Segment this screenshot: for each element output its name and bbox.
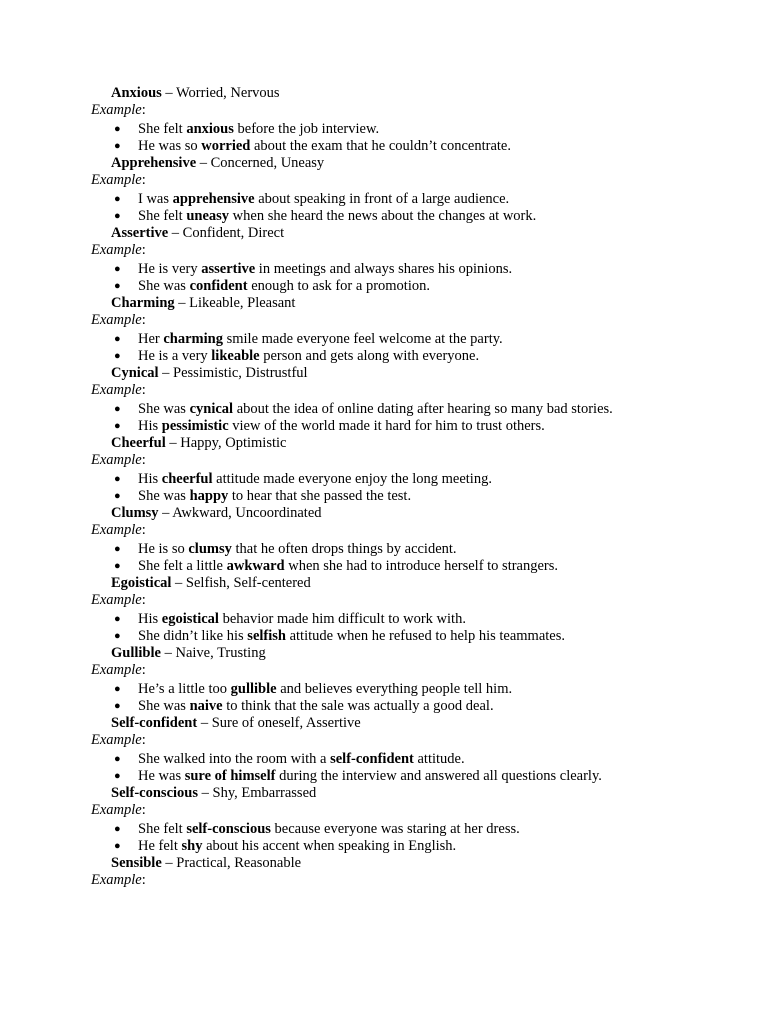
example-label [0,312,768,329]
entry-dash: – [171,575,186,591]
sentence-text: about the exam that he couldn’t concentrate. [250,138,511,154]
example-label [0,382,768,399]
entry-synonyms: Confident, Direct [182,225,285,241]
example-sentence [0,628,768,645]
example-sentence [0,821,768,838]
example-sentence [0,348,768,365]
example-label-text: Example [91,312,142,328]
sentence-text: about speaking in front of a large audience. [254,191,510,207]
example-list [0,819,768,855]
sentence-keyword: pessimistic [161,418,229,434]
entry-word: Cheerful [111,435,166,451]
entry-heading [0,785,768,802]
entry-synonyms: Concerned, Uneasy [210,155,325,171]
vocab-entry [0,295,768,365]
example-label-text: Example [91,382,142,398]
sentence-text: attitude. [413,751,465,767]
example-list [0,749,768,785]
sentence-keyword: gullible [230,681,277,697]
example-colon: : [141,662,146,678]
sentence-text: because everyone was staring at her dress. [270,821,520,837]
bullet-icon: ● [114,140,121,152]
entry-synonyms: Likeable, Pleasant [189,295,296,311]
bullet-icon: ● [114,630,121,642]
example-colon: : [141,732,146,748]
entry-synonyms: Selfish, Self-centered [185,575,311,591]
sentence-text: She was [138,488,190,504]
example-label-text: Example [91,732,142,748]
bullet-icon: ● [114,210,121,222]
entry-dash: – [161,85,177,101]
entry-heading [0,365,768,382]
example-sentence [0,558,768,575]
example-colon: : [141,382,146,398]
entry-synonyms: Shy, Embarrassed [212,785,317,801]
sentence-text: He was [138,768,185,784]
sentence-keyword: sure of himself [184,768,276,784]
example-label [0,592,768,609]
bullet-icon: ● [114,840,121,852]
sentence-text: when she heard the news about the changes at work. [229,208,537,224]
sentence-text: person and gets along with everyone. [259,348,480,364]
entry-heading [0,715,768,732]
bullet-icon: ● [114,473,121,485]
example-label-text: Example [91,662,142,678]
sentence-text: He’s a little too [138,681,231,697]
sentence-text: to hear that she passed the test. [228,488,412,504]
example-sentence [0,698,768,715]
entry-heading [0,645,768,662]
sentence-text: He felt [138,838,182,854]
example-sentence [0,418,768,435]
sentence-text: before the job interview. [233,121,380,137]
entry-heading [0,505,768,522]
example-sentence [0,191,768,208]
entry-synonyms: Practical, Reasonable [176,855,302,871]
bullet-icon: ● [114,123,121,135]
example-label [0,242,768,259]
sentence-text: that he often drops things by accident. [231,541,457,557]
example-list [0,259,768,295]
entry-dash: – [158,365,174,381]
example-colon: : [141,802,146,818]
sentence-text: She felt [138,821,187,837]
example-label-text: Example [91,172,142,188]
sentence-text: during the interview and answered all questions clearly. [275,768,602,784]
example-label [0,102,768,119]
example-label-text: Example [91,452,142,468]
entry-word: Egoistical [111,575,172,591]
sentence-keyword: shy [181,838,203,854]
entry-word: Sensible [111,855,162,871]
entry-dash: – [158,505,173,521]
sentence-text: smile made everyone feel welcome at the party. [222,331,503,347]
example-label [0,802,768,819]
example-list [0,539,768,575]
example-list [0,329,768,365]
entry-heading [0,575,768,592]
entry-dash: – [197,715,212,731]
bullet-icon: ● [114,263,121,275]
sentence-keyword: selfish [247,628,286,644]
sentence-text: His [138,471,162,487]
sentence-keyword: likeable [211,348,260,364]
bullet-icon: ● [114,543,121,555]
entry-heading [0,155,768,172]
bullet-icon: ● [114,560,121,572]
bullet-icon: ● [114,490,121,502]
sentence-keyword: self-conscious [186,821,271,837]
vocab-entry [0,785,768,855]
example-sentence [0,768,768,785]
sentence-text: Her [138,331,164,347]
entry-word: Clumsy [111,505,159,521]
example-list [0,609,768,645]
example-sentence [0,541,768,558]
entry-dash: – [168,225,183,241]
example-label-text: Example [91,592,142,608]
entry-word: Assertive [111,225,169,241]
entry-dash: – [160,645,176,661]
example-label [0,732,768,749]
sentence-text: I was [138,191,173,207]
sentence-text: attitude when he refused to help his teammates. [285,628,566,644]
vocab-entry [0,715,768,785]
sentence-text: to think that the sale was actually a good deal. [222,698,494,714]
sentence-text: attitude made everyone enjoy the long meeting. [212,471,492,487]
sentence-text: behavior made him difficult to work with. [218,611,466,627]
vocab-entry [0,855,768,889]
example-colon: : [141,522,146,538]
vocabulary-document [0,85,768,889]
sentence-text: He was so [138,138,202,154]
example-label-text: Example [91,802,142,818]
bullet-icon: ● [114,700,121,712]
sentence-text: when she had to introduce herself to strangers. [284,558,559,574]
entry-word: Self-conscious [111,785,198,801]
example-list [0,119,768,155]
sentence-text: She felt [138,208,187,224]
example-list [0,469,768,505]
entry-dash: – [196,155,211,171]
sentence-keyword: awkward [226,558,285,574]
example-sentence [0,331,768,348]
sentence-text: and believes everything people tell him. [276,681,513,697]
example-colon: : [141,172,146,188]
example-list [0,399,768,435]
example-colon: : [141,312,146,328]
example-sentence [0,261,768,278]
entry-synonyms: Awkward, Uncoordinated [172,505,322,521]
sentence-keyword: happy [189,488,229,504]
sentence-keyword: cheerful [161,471,213,487]
example-sentence [0,401,768,418]
entry-heading [0,225,768,242]
example-sentence [0,208,768,225]
sentence-keyword: charming [163,331,223,347]
sentence-text: She was [138,401,190,417]
entry-synonyms: Sure of oneself, Assertive [211,715,361,731]
sentence-keyword: confident [189,278,248,294]
example-label [0,452,768,469]
sentence-text: He is so [138,541,189,557]
sentence-keyword: egoistical [161,611,219,627]
vocab-entry [0,155,768,225]
sentence-keyword: cynical [189,401,234,417]
vocab-entry [0,575,768,645]
example-list [0,679,768,715]
example-sentence [0,751,768,768]
example-label [0,172,768,189]
sentence-text: She felt [138,121,187,137]
entry-dash: – [161,855,177,871]
sentence-keyword: worried [201,138,251,154]
example-label-text: Example [91,522,142,538]
entry-word: Cynical [111,365,159,381]
bullet-icon: ● [114,613,121,625]
bullet-icon: ● [114,193,121,205]
sentence-text: about his accent when speaking in English. [202,838,457,854]
sentence-text: She felt a little [138,558,227,574]
bullet-icon: ● [114,753,121,765]
example-label-text: Example [91,872,142,888]
example-colon: : [141,102,146,118]
entry-heading [0,435,768,452]
sentence-text: in meetings and always shares his opinions. [255,261,513,277]
entry-word: Gullible [111,645,161,661]
example-sentence [0,488,768,505]
example-label [0,522,768,539]
entry-synonyms: Pessimistic, Distrustful [173,365,308,381]
example-sentence [0,138,768,155]
sentence-keyword: uneasy [186,208,230,224]
sentence-keyword: apprehensive [172,191,255,207]
bullet-icon: ● [114,770,121,782]
bullet-icon: ● [114,280,121,292]
bullet-icon: ● [114,350,121,362]
entry-word: Apprehensive [111,155,197,171]
entry-synonyms: Happy, Optimistic [180,435,287,451]
vocab-entry [0,505,768,575]
entry-dash: – [165,435,181,451]
example-label [0,872,768,889]
entry-word: Self-confident [111,715,198,731]
sentence-keyword: self-confident [330,751,414,767]
sentence-text: about the idea of online dating after hearing so many bad stories. [233,401,613,417]
example-sentence [0,611,768,628]
example-label-text: Example [91,242,142,258]
example-sentence [0,838,768,855]
vocab-entry [0,645,768,715]
example-sentence [0,681,768,698]
vocab-entry [0,365,768,435]
sentence-text: She was [138,698,190,714]
sentence-text: He is a very [138,348,212,364]
example-label [0,662,768,679]
sentence-text: She didn’t like his [138,628,248,644]
bullet-icon: ● [114,823,121,835]
entry-word: Anxious [111,85,162,101]
sentence-keyword: anxious [186,121,234,137]
bullet-icon: ● [114,683,121,695]
example-list [0,189,768,225]
entry-synonyms: Naive, Trusting [175,645,266,661]
sentence-text: enough to ask for a promotion. [247,278,430,294]
sentence-text: His [138,611,162,627]
example-colon: : [141,242,146,258]
example-colon: : [141,872,146,888]
example-sentence [0,471,768,488]
sentence-keyword: naive [189,698,223,714]
sentence-text: He is very [138,261,202,277]
example-colon: : [141,452,146,468]
sentence-text: She was [138,278,190,294]
vocab-entry [0,85,768,155]
sentence-text: view of the world made it hard for him to trust others. [228,418,545,434]
example-sentence [0,278,768,295]
vocab-entry [0,435,768,505]
sentence-keyword: assertive [201,261,256,277]
entry-dash: – [174,295,190,311]
example-colon: : [141,592,146,608]
bullet-icon: ● [114,403,121,415]
vocab-entry [0,225,768,295]
entry-synonyms: Worried, Nervous [176,85,280,101]
sentence-text: His [138,418,162,434]
sentence-keyword: clumsy [188,541,232,557]
sentence-text: She walked into the room with a [138,751,331,767]
entry-heading [0,85,768,102]
bullet-icon: ● [114,333,121,345]
bullet-icon: ● [114,420,121,432]
entry-heading [0,295,768,312]
example-label-text: Example [91,102,142,118]
entry-heading [0,855,768,872]
example-sentence [0,121,768,138]
entry-word: Charming [111,295,175,311]
entry-dash: – [198,785,213,801]
